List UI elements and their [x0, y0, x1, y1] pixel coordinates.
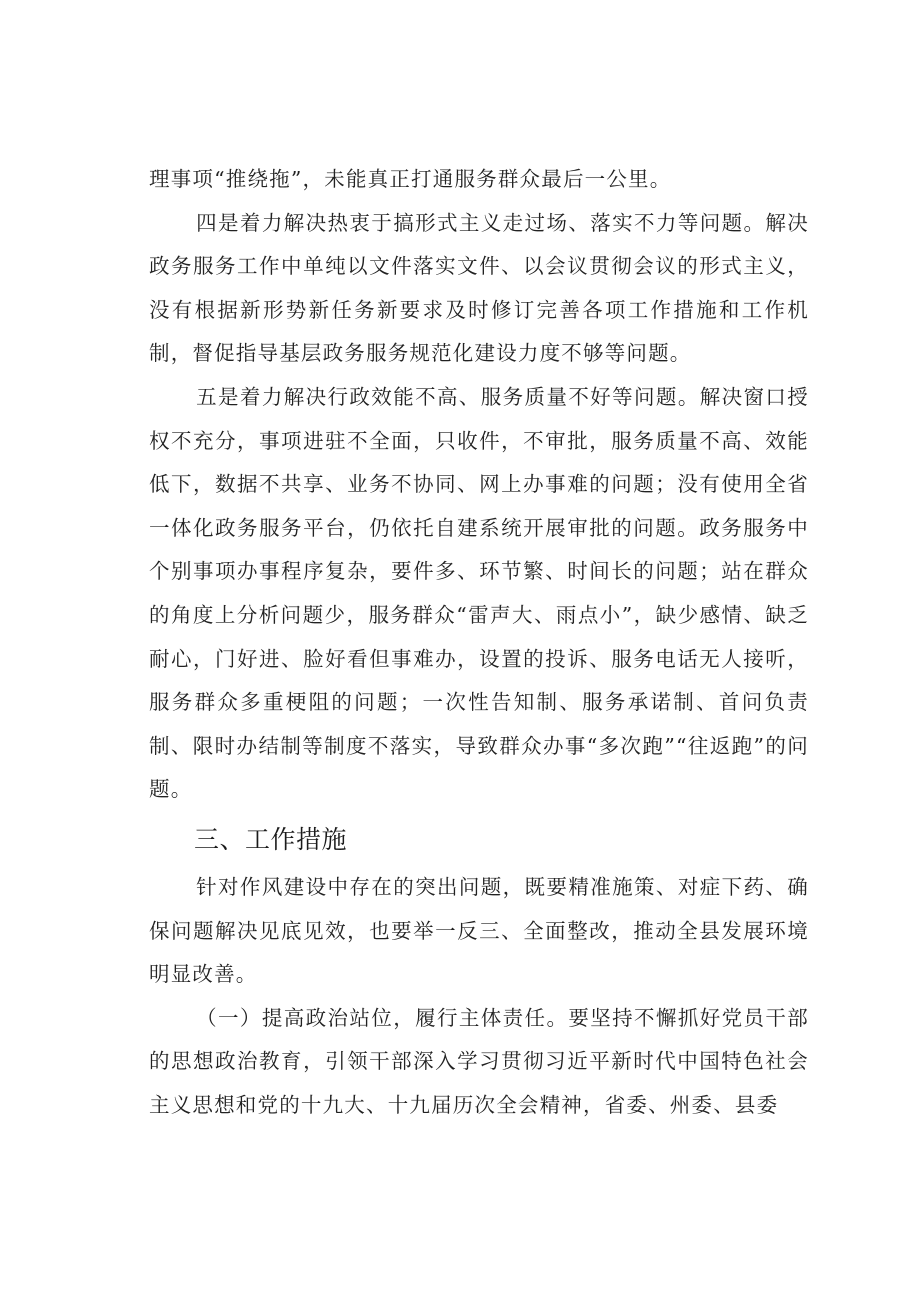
paragraph-measure-one: （一）提高政治站位，履行主体责任。要坚持不懈抓好党员干部的思想政治教育，引领干部深入学习贯彻习近平新时代中国特色社会主义思想和党的十九大、十九届历次全会精神，省委、州委、县委	[149, 1005, 809, 1117]
paragraph-measures-intro: 针对作风建设中存在的突出问题，既要精准施策、对症下药、确保问题解决见底见效，也要举一反三、全面整改，推动全县发展环境明显改善。	[149, 874, 809, 987]
paragraph-item-four: 四是着力解决热衷于搞形式主义走过场、落实不力等问题。解决政务服务工作中单纯以文件落实文件、以会议贯彻会议的形式主义，没有根据新形势新任务新要求及时修订完善各项工作措施和工作机制，督促指导基层政务服务规范化建设力度不够等问题。	[149, 210, 809, 366]
document-body	[149, 158, 809, 1127]
section-heading: 三、工作措施	[194, 824, 348, 854]
paragraph-continuation: 理事项“推绕拖”，未能真正打通服务群众最后一公里。	[149, 167, 672, 191]
paragraph-item-five: 五是着力解决行政效能不高、服务质量不好等问题。解决窗口授权不充分，事项进驻不全面，只收件，不审批，服务质量不高、效能低下，数据不共享、业务不协同、网上办事难的问题；没有使用全省一体化政务服务平台，仍依托自建系统开展审批的问题。政务服务中个别事项办事程序复杂，要件多、环节繁、时间长的问题；站在群众的角度上分析问题少，服务群众“雷声大、雨点小”，缺少感情、缺乏耐心，门好进、脸好看但事难办，设置的投诉、服务电话无人接听，服务群众多重梗阻的问题；一次性告知制、服务承诺制、首问负责制、限时办结制等制度不落实，导致群众办事“多次跑”“往返跑”的问题。	[149, 384, 809, 802]
